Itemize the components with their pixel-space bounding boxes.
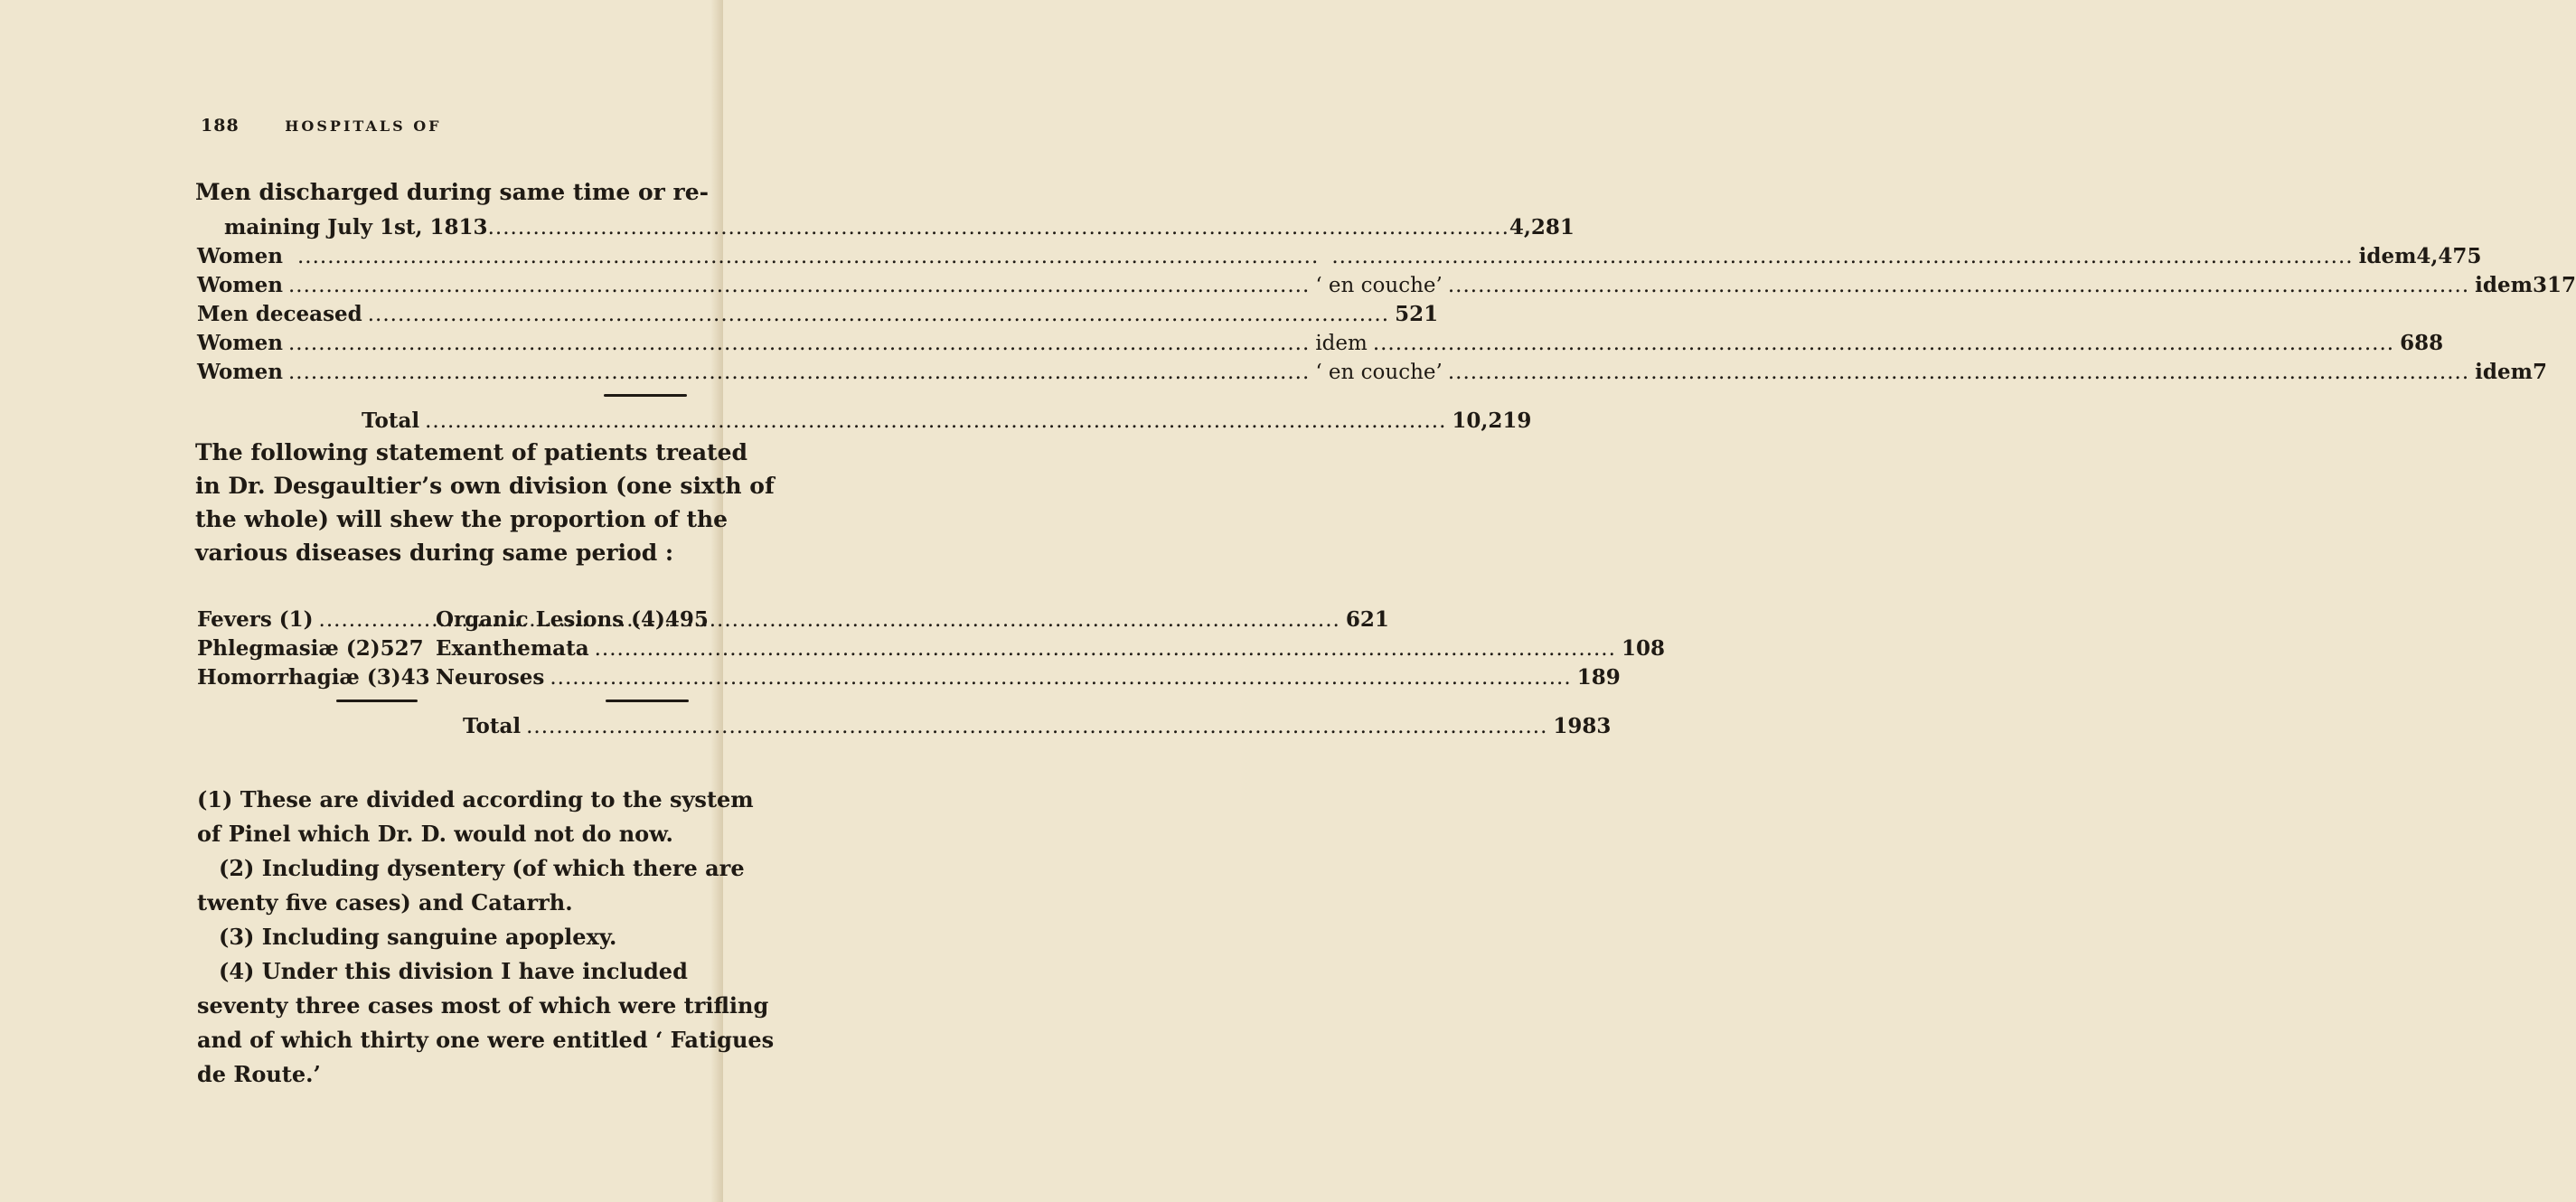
table-row	[197, 331, 2444, 355]
disease-value: 43	[400, 665, 430, 690]
leader-dots	[297, 245, 1319, 268]
row-label: Women	[197, 273, 283, 297]
footnote-line: and of which thirty one were entitled ‘ Fatigues	[197, 1027, 775, 1053]
row-middle: idem	[1315, 332, 1368, 355]
disease-row	[436, 607, 709, 632]
footnote-line: seventy three cases most of which were trifling	[197, 992, 769, 1019]
row-label: Men deceased	[197, 302, 362, 326]
total-row	[463, 714, 1612, 738]
leader-dots	[425, 409, 1446, 433]
disease-row	[197, 636, 424, 661]
paragraph-line: The following statement of patients treated	[195, 439, 747, 465]
row-qualifier: idem	[2358, 244, 2417, 268]
table-row	[197, 302, 1439, 326]
discharge-intro: Men discharged during same time or re-	[195, 179, 709, 205]
row-value: 521	[1395, 302, 1439, 326]
footnote-line: de Route.’	[197, 1061, 321, 1087]
footnote-line: (2) Including dysentery (of which there are	[219, 855, 745, 881]
total-value: 1983	[1553, 714, 1612, 738]
disease-label: Fevers (1)	[197, 607, 314, 632]
disease-row	[197, 665, 430, 690]
leader-dots	[1331, 245, 2353, 268]
total-value: 10,219	[1452, 408, 1532, 433]
footnote-line: (3) Including sanguine apoplexy.	[219, 924, 617, 950]
footnote-line: (4) Under this division I have included	[219, 958, 688, 984]
row-label: Women	[197, 331, 283, 355]
table-row	[197, 273, 2576, 297]
table-row	[197, 244, 2482, 268]
row-label: maining July 1st, 1813	[224, 215, 488, 239]
row-middle: ‘ en couche’	[1315, 274, 1443, 297]
running-header	[201, 116, 442, 136]
row-label: Women	[197, 360, 283, 384]
intro-paragraph	[195, 436, 775, 569]
disease-value: 495	[664, 607, 709, 632]
leader-dots	[288, 361, 1310, 384]
row-qualifier: idem	[2475, 360, 2533, 384]
disease-value: 621	[1345, 607, 1389, 632]
running-title: HOSPITALS OF	[285, 117, 442, 135]
table-row	[197, 360, 2547, 384]
table-row	[224, 215, 1575, 239]
leader-dots	[1448, 361, 2469, 384]
paragraph-line: in Dr. Desgaultier’s own division (one sixth of	[195, 473, 775, 499]
page-number: 188	[201, 116, 240, 136]
footnote-line: (1) These are divided according to the system	[197, 786, 754, 812]
disease-label: Neuroses	[436, 665, 545, 690]
sum-rule	[604, 394, 687, 397]
row-value: 317	[2532, 273, 2576, 297]
footnote-line: of Pinel which Dr. D. would not do now.	[197, 821, 673, 847]
leader-dots	[488, 216, 1509, 239]
row-value: 4,475	[2416, 244, 2482, 268]
sum-rule	[336, 700, 418, 702]
disease-label: Homorrhagiæ (3)	[197, 665, 401, 690]
disease-label: Phlegmasiæ (2)	[197, 636, 381, 661]
sum-rule	[606, 700, 689, 702]
row-value: 688	[2400, 331, 2444, 355]
leader-dots	[288, 274, 1310, 297]
disease-value: 108	[1621, 636, 1665, 661]
row-qualifier: idem	[2475, 273, 2533, 297]
leader-dots	[288, 332, 1310, 355]
row-middle: ‘ en couche’	[1315, 361, 1443, 384]
disease-label: Organic Lesions (4)	[436, 607, 665, 632]
leader-dots	[368, 303, 1389, 326]
disease-row	[436, 665, 1621, 690]
total-label: Total	[362, 408, 420, 433]
total-row	[362, 408, 1532, 433]
leader-dots	[526, 715, 1547, 738]
paragraph-line: various diseases during same period :	[195, 540, 674, 566]
leader-dots	[550, 666, 1571, 690]
total-label: Total	[463, 714, 522, 738]
footnote-line: twenty five cases) and Catarrh.	[197, 889, 573, 916]
row-label: Women	[197, 244, 283, 268]
footnotes	[197, 783, 774, 1092]
disease-value: 189	[1576, 665, 1621, 690]
disease-label: Exanthemata	[436, 636, 589, 661]
leader-dots	[595, 637, 1616, 661]
disease-value: 527	[380, 636, 424, 661]
row-value: 7	[2532, 360, 2547, 384]
leader-dots	[1448, 274, 2469, 297]
row-value: 4,281	[1509, 215, 1575, 239]
disease-row	[436, 636, 1665, 661]
leader-dots	[1373, 332, 2394, 355]
paragraph-line: the whole) will shew the proportion of the	[195, 506, 729, 532]
